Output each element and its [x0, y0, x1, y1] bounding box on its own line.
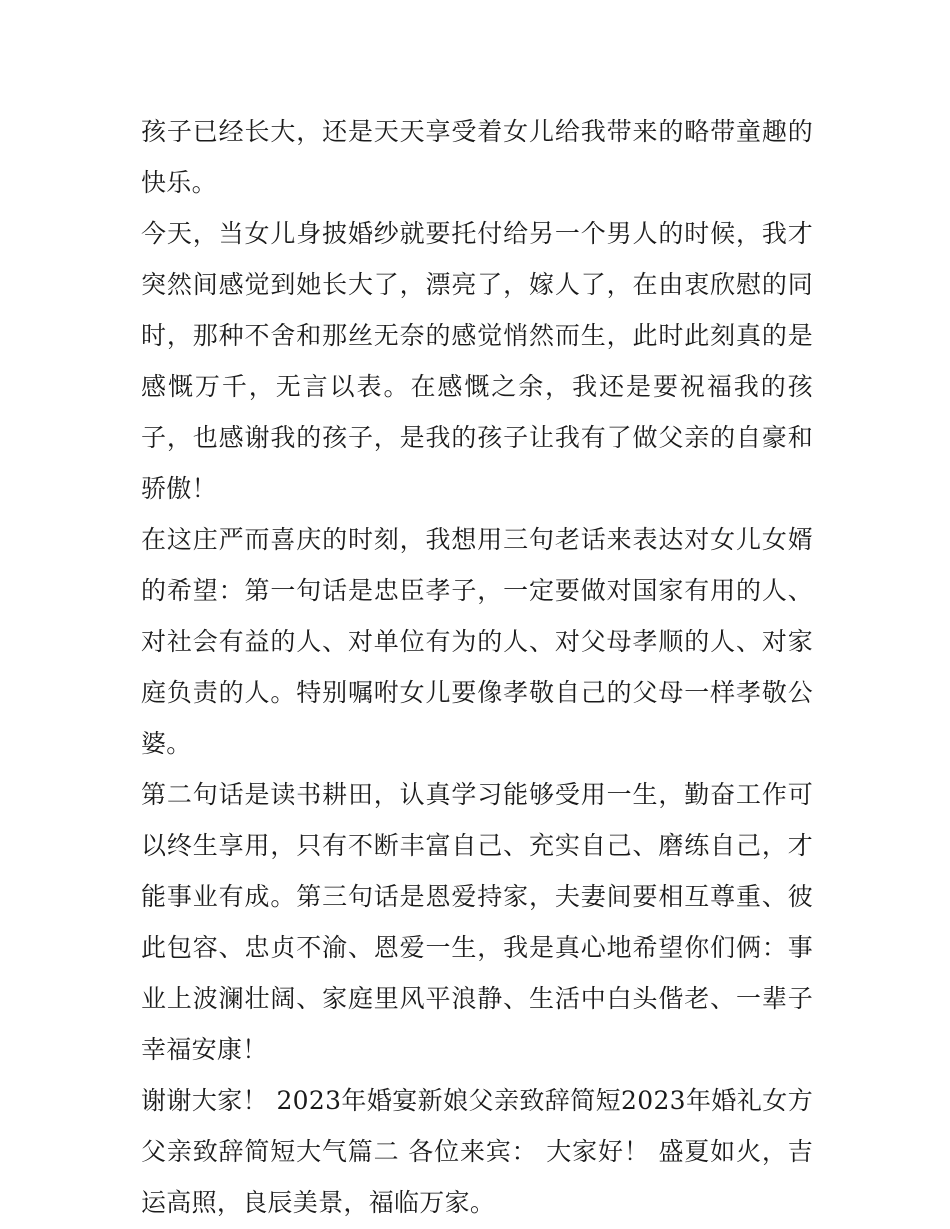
paragraph-1: 孩子已经长大，还是天天享受着女儿给我带来的略带童趣的快乐。	[141, 117, 813, 197]
document-body	[141, 106, 813, 1228]
paragraph-2: 今天，当女儿身披婚纱就要托付给另一个男人的时候，我才突然间感觉到她长大了，漂亮了，嫁人了，在由衷欣慰的同时，那种不舍和那丝无奈的感觉悄然而生，此时此刻真的是感慨万千，无言以表。在感慨之余，我还是要祝福我的孩子，也感谢我的孩子，是我的孩子让我有了做父亲的自豪和骄傲！	[141, 219, 813, 503]
paragraph-4: 第二句话是读书耕田，认真学习能够受用一生，勤奋工作可以终生享用，只有不断丰富自己、充实自己、磨练自己，才能事业有成。第三句话是恩爱持家，夫妻间要相互尊重、彼此包容、忠贞不渝、恩爱一生，我是真心地希望你们俩：事业上波澜壮阔、家庭里风平浪静、生活中白头偕老、一辈子幸福安康！	[141, 780, 813, 1064]
paragraph-5: 谢谢大家！ 2023年婚宴新娘父亲致辞简短2023年婚礼女方父亲致辞简短大气篇二 各位来宾： 大家好！ 盛夏如火，吉运高照，良辰美景，福临万家。	[141, 1086, 813, 1217]
paragraph-3: 在这庄严而喜庆的时刻，我想用三句老话来表达对女儿女婿的希望：第一句话是忠臣孝子，一定要做对国家有用的人、对社会有益的人、对单位有为的人、对父母孝顺的人、对家庭负责的人。特别嘱咐女儿要像孝敬自己的父母一样孝敬公婆。	[141, 525, 813, 758]
